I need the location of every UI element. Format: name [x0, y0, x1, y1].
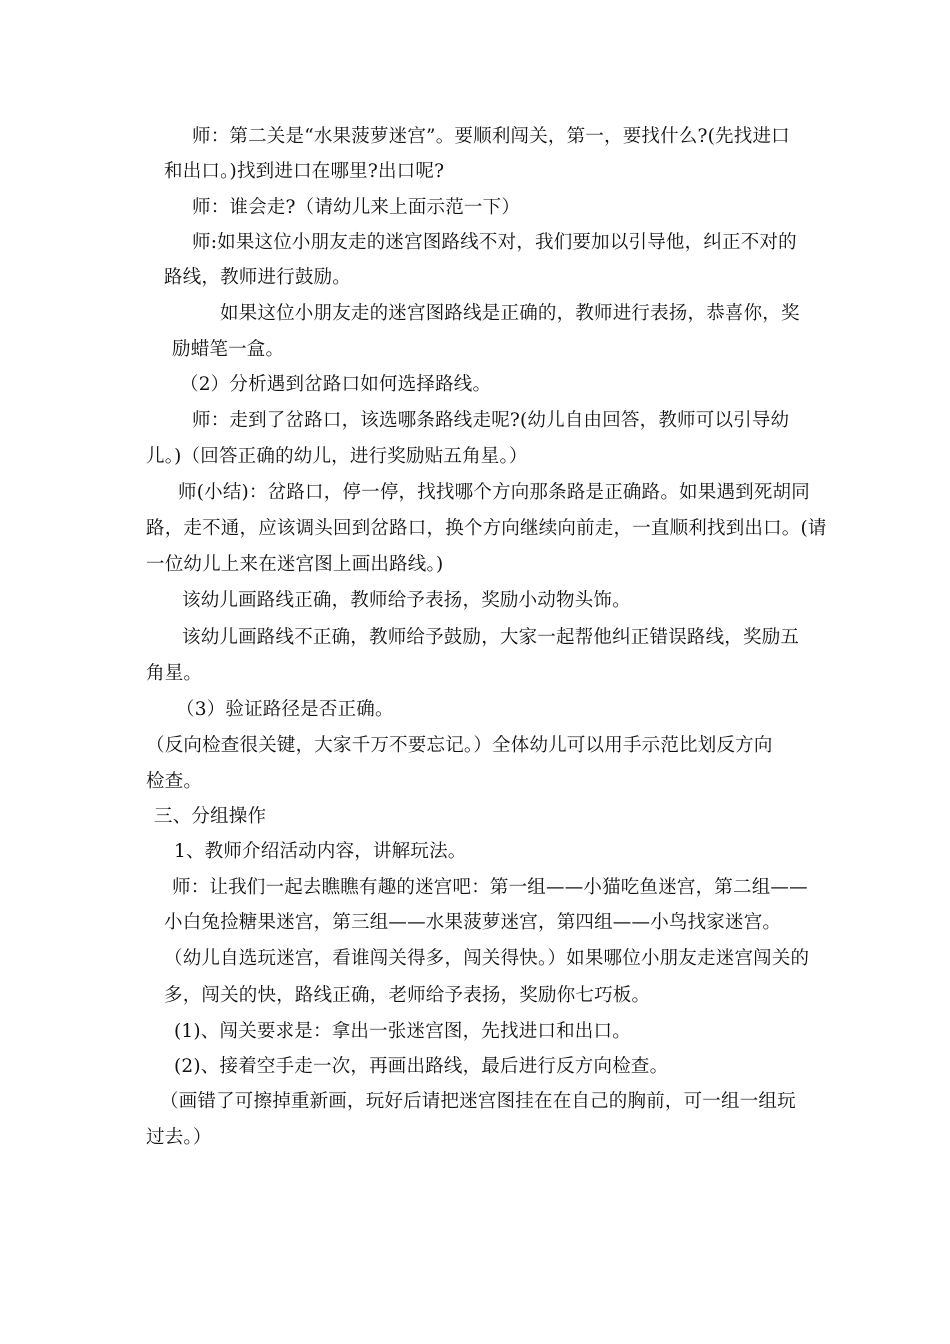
text-line: 一位幼儿上来在迷宫图上画出路线。)	[146, 554, 444, 575]
text-line: 小白兔捡糖果迷宫，第三组——水果菠萝迷宫，第四组——小鸟找家迷宫。	[164, 912, 782, 933]
text-line: (2)、接着空手走一次，再画出路线，最后进行反方向检查。	[174, 1056, 669, 1077]
text-line: 该幼儿画路线正确，教师给予表扬，奖励小动物头饰。	[182, 590, 631, 611]
text-line: 路，走不通，应该调头回到岔路口，换个方向继续向前走，一直顺利找到出口。(请	[146, 518, 827, 539]
text-line: 师：第二关是“水果菠萝迷宫”。要顺利闯关，第一，要找什么?(先找进口	[192, 126, 790, 147]
text-line: （2）分析遇到岔路口如何选择路线。	[180, 374, 492, 395]
text-line: （3）验证路径是否正确。	[176, 699, 394, 720]
text-line: 师:如果这位小朋友走的迷宫图路线不对，我们要加以引导他，纠正不对的	[192, 232, 797, 253]
text-line: 检查。	[146, 771, 203, 792]
text-line: 儿。)（回答正确的幼儿，进行奖励贴五角星。）	[146, 446, 528, 467]
text-line: 1、教师介绍活动内容，讲解玩法。	[174, 841, 467, 862]
text-line: 角星。	[146, 663, 203, 684]
text-line: 师：走到了岔路口，该选哪条路线走呢?(幼儿自由回答，教师可以引导幼	[192, 410, 790, 431]
text-line: 师：谁会走?（请幼儿来上面示范一下）	[192, 197, 521, 218]
text-line: 如果这位小朋友走的迷宫图路线是正确的，教师进行表扬，恭喜你，奖	[220, 303, 800, 324]
section-heading: 三、分组操作	[154, 806, 267, 827]
text-line: （幼儿自选玩迷宫，看谁闯关得多，闯关得快。）如果哪位小朋友走迷宫闯关的	[164, 948, 810, 969]
text-line: 路线，教师进行鼓励。	[164, 267, 352, 288]
text-line: 和出口。)找到进口在哪里?出口呢?	[164, 161, 445, 182]
text-line: 多，闯关的快，路线正确，老师给予表扬，奖励你七巧板。	[164, 985, 651, 1006]
text-line: 过去。）	[146, 1127, 212, 1148]
text-line: （画错了可擦掉重新画，玩好后请把迷宫图挂在在自己的胸前，可一组一组玩	[160, 1091, 796, 1112]
text-line: 师(小结)：岔路口，停一停，找找哪个方向那条路是正确路。如果遇到死胡同	[178, 482, 810, 503]
text-line: 励蜡笔一盒。	[172, 339, 285, 360]
text-line: 该幼儿画路线不正确，教师给予鼓励，大家一起帮他纠正错误路线，奖励五	[182, 627, 800, 648]
text-line: (1)、闯关要求是：拿出一张迷宫图，先找进口和出口。	[174, 1021, 631, 1042]
text-line: （反向检查很关键，大家千万不要忘记。）全体幼儿可以用手示范比划反方向	[146, 735, 773, 756]
text-line: 师：让我们一起去瞧瞧有趣的迷宫吧：第一组——小猫吃鱼迷宫，第二组——	[172, 877, 808, 898]
